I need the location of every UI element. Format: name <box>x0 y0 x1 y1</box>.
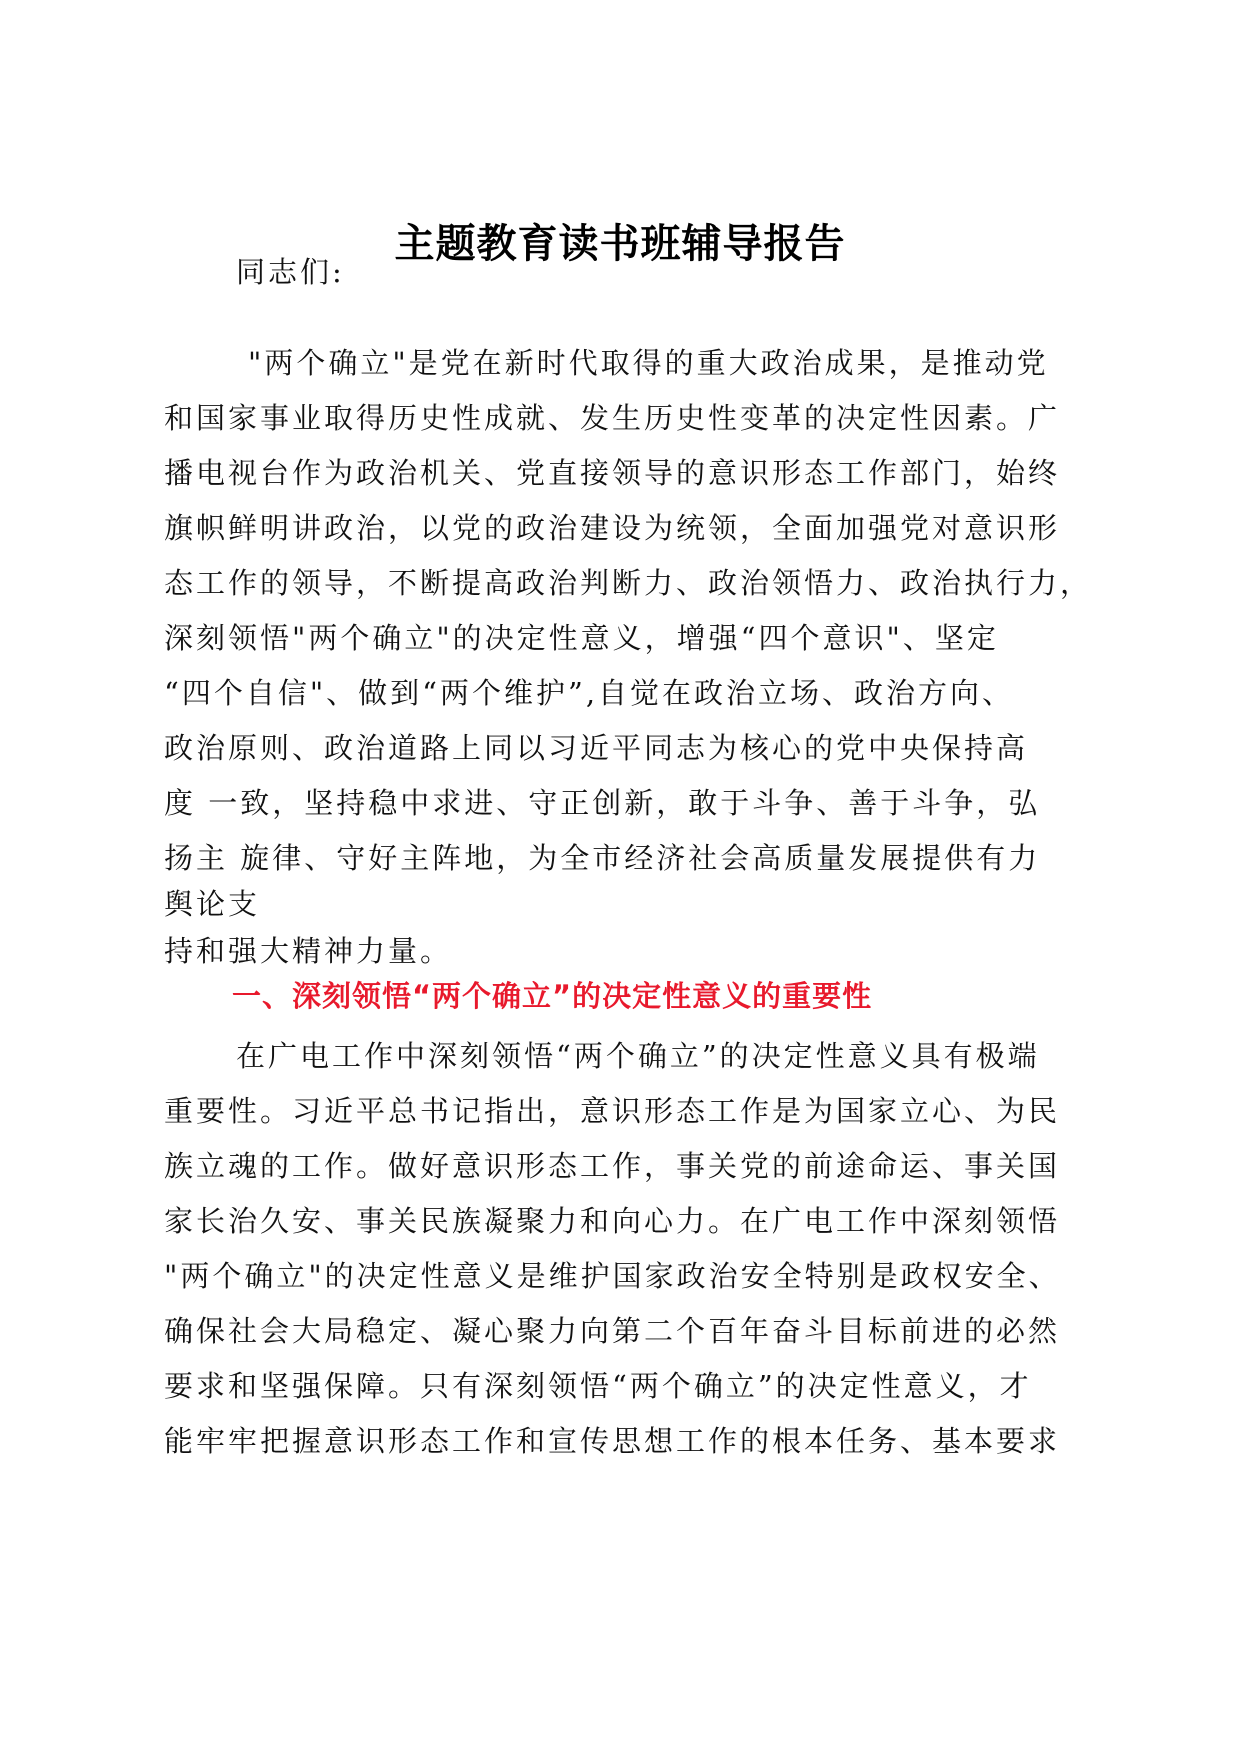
intro-line: 旗帜鲜明讲政治，以党的政治建设为统领，全面加强党对意识形 <box>164 511 1061 545</box>
body-line: "两个确立"的决定性意义是维护国家政治安全特别是政权安全、 <box>164 1259 1061 1293</box>
document-title: 主题教育读书班辅导报告 <box>394 221 846 267</box>
intro-line: 政治原则、政治道路上同以习近平同志为核心的党中央保持高 <box>164 731 1029 765</box>
body-line: 族立魂的工作。做好意识形态工作，事关党的前途命运、事关国 <box>164 1149 1061 1183</box>
intro-line: 舆论支 <box>164 887 261 921</box>
intro-line: 深刻领悟"两个确立"的决定性意义，增强“四个意识"、坚定 <box>164 621 999 655</box>
body-line: 要求和坚强保障。只有深刻领悟“两个确立”的决定性意义，才 <box>164 1369 1032 1403</box>
intro-line: “四个自信"、做到“两个维护”,自觉在政治立场、政治方向、 <box>164 676 1015 710</box>
body-line: 能牢牢把握意识形态工作和宣传思想工作的根本任务、基本要求 <box>164 1424 1061 1458</box>
salutation: 同志们: <box>236 255 345 289</box>
body-line: 确保社会大局稳定、凝心聚力向第二个百年奋斗目标前进的必然 <box>164 1314 1061 1348</box>
intro-line: 和国家事业取得历史性成就、发生历史性变革的决定性因素。广 <box>164 401 1061 435</box>
intro-line: 持和强大精神力量。 <box>164 934 453 968</box>
intro-line: 态工作的领导，不断提高政治判断力、政治领悟力、政治执行力， <box>164 566 1093 600</box>
intro-line: "两个确立"是党在新时代取得的重大政治成果，是推动党 <box>248 346 1049 380</box>
body-line: 家长治久安、事关民族凝聚力和向心力。在广电工作中深刻领悟 <box>164 1204 1061 1238</box>
intro-line: 扬主 旋律、守好主阵地，为全市经济社会高质量发展提供有力 <box>164 841 1041 875</box>
body-line: 在广电工作中深刻领悟“两个确立”的决定性意义具有极端 <box>236 1039 1040 1073</box>
section-heading: 一、深刻领悟“两个确立”的决定性意义的重要性 <box>232 979 873 1013</box>
body-line: 重要性。习近平总书记指出，意识形态工作是为国家立心、为民 <box>164 1094 1061 1128</box>
intro-line: 度 一致，坚持稳中求进、守正创新，敢于斗争、善于斗争，弘 <box>164 786 1041 820</box>
intro-line: 播电视台作为政治机关、党直接领导的意识形态工作部门，始终 <box>164 456 1061 490</box>
